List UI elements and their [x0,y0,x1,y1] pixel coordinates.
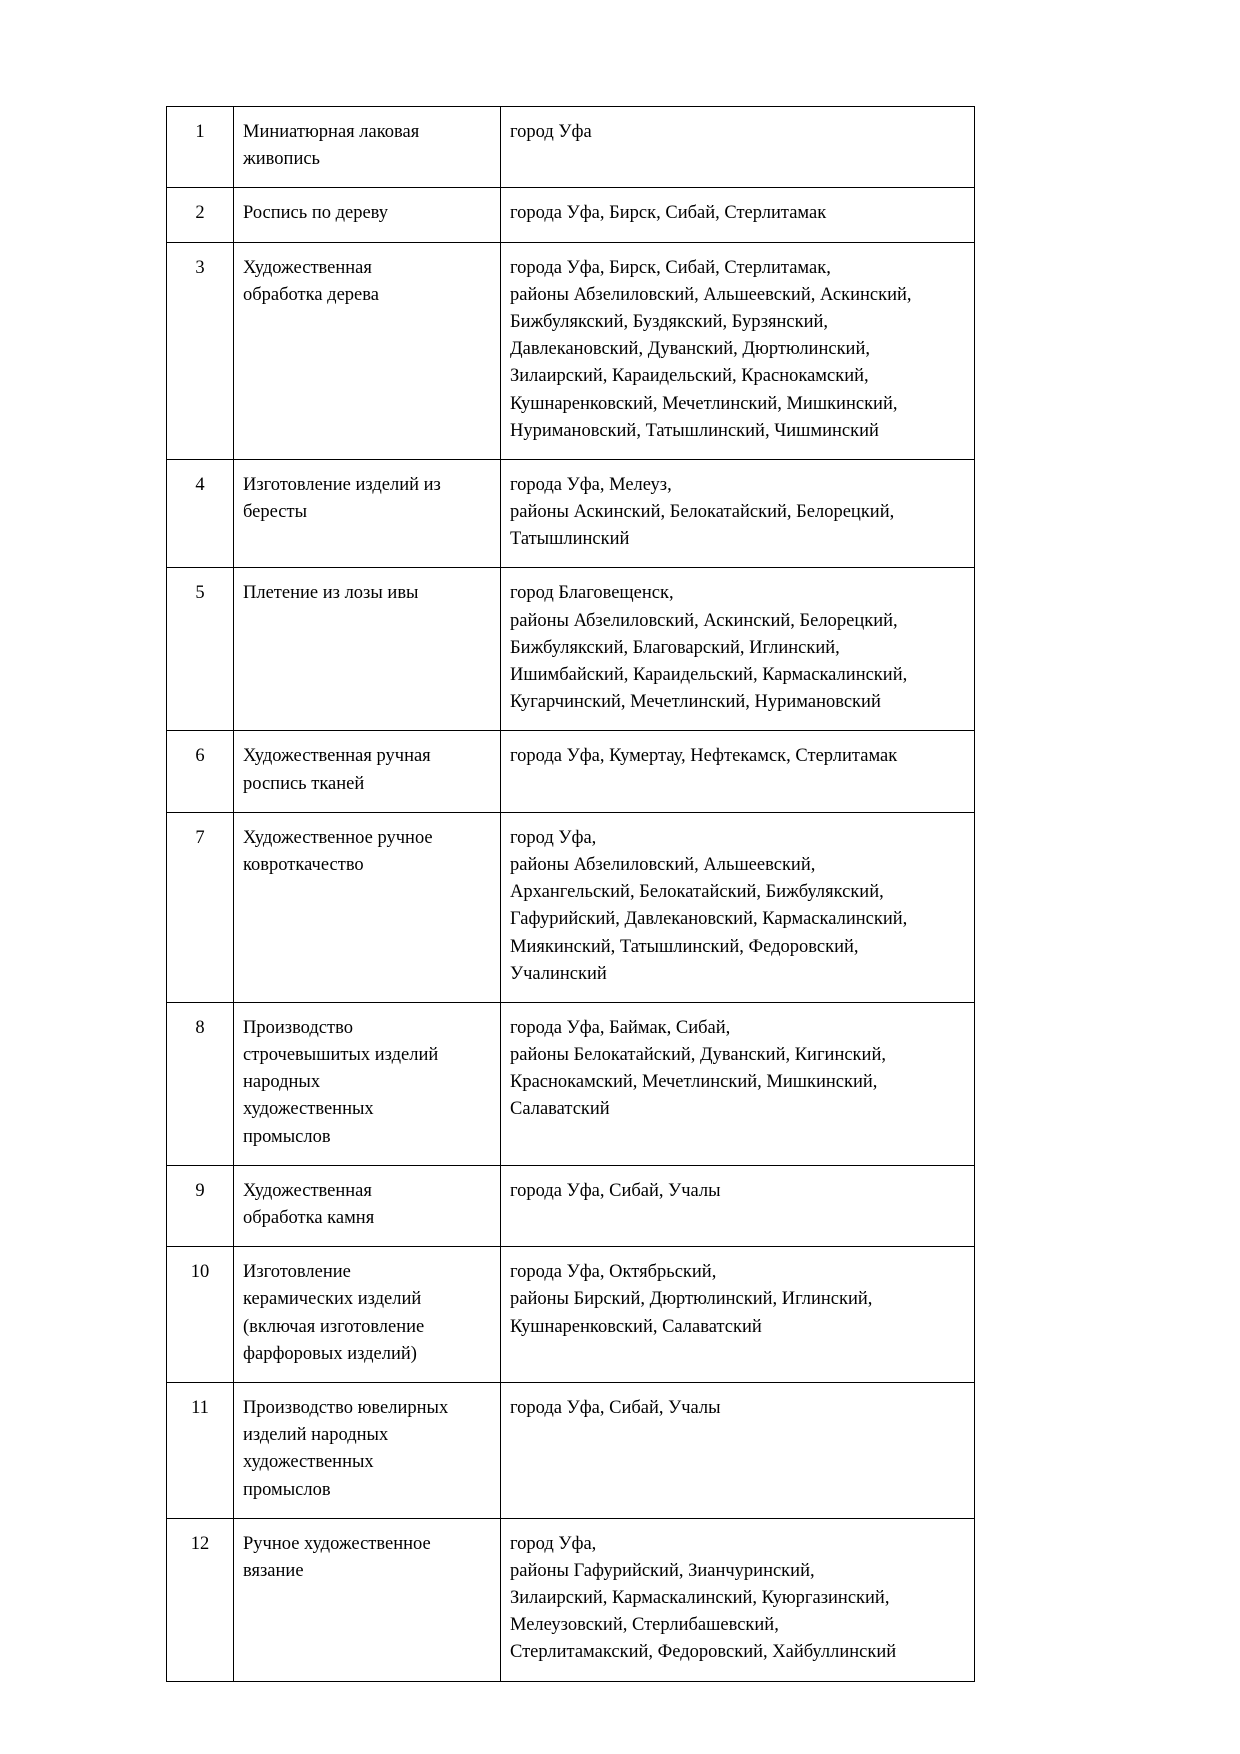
locations-cell [501,1518,975,1681]
location-line: города Уфа, Мелеуз, [510,474,672,495]
craft-line: изделий народных [243,1425,389,1446]
craft-name-cell [234,1165,501,1246]
row-number-cell: 6 [167,731,234,812]
location-line: города Уфа, Бирск, Сибай, Стерлитамак [510,203,827,224]
craft-line: (включая изготовление [243,1316,425,1337]
craft-name-cell [234,459,501,568]
location-line: Кушнаренковский, Мечетлинский, Мишкинский, [510,393,898,414]
location-line: Татышлинский [510,529,630,550]
row-number-cell: 10 [167,1247,234,1383]
location-line: Ишимбайский, Караидельский, Кармаскалинский, [510,665,908,685]
row-number-cell: 8 [167,1002,234,1165]
row-number-cell: 7 [167,812,234,1002]
row-number-cell: 5 [167,568,234,731]
table-row [167,568,975,731]
locations-cell [501,812,975,1002]
craft-line: Плетение из лозы ивы [243,583,419,604]
craft-name-cell [234,731,501,812]
location-line: Гафурийский, Давлекановский, Кармаскалинский, [510,909,908,930]
locations-cell [501,188,975,242]
locations-cell [501,568,975,731]
table-row [167,1165,975,1246]
craft-line: Роспись по дереву [243,203,389,224]
craft-line: керамических изделий [243,1289,422,1310]
craft-line: Миниатюрная лаковая [243,122,420,142]
location-line: Кугарчинский, Мечетлинский, Нуримановский [510,692,881,713]
craft-line: Изготовление [243,1262,351,1283]
row-number-cell: 12 [167,1518,234,1681]
locations-cell [501,1165,975,1246]
location-line: город Уфа [510,122,592,142]
craft-line: народных [243,1072,321,1093]
location-line: Архангельский, Белокатайский, Бижбулякский, [510,882,884,903]
craft-line: обработка дерева [243,284,379,305]
location-line: города Уфа, Кумертау, Нефтекамск, Стерлитамак [510,746,898,767]
location-line: районы Абзелиловский, Аскинский, Белорецкий, [510,610,898,631]
location-line: Нуримановский, Татышлинский, Чишминский [510,420,879,441]
craft-line: ковроткачество [243,854,364,875]
craft-line: Изготовление изделий из [243,474,441,495]
row-number-cell: 3 [167,242,234,459]
location-line: Бижбулякский, Буздякский, Бурзянский, [510,311,829,332]
locations-cell [501,107,975,188]
location-line: Зилаирский, Кармаскалинский, Куюргазинский, [510,1588,890,1609]
craft-name-cell [234,107,501,188]
location-line: районы Бирский, Дюртюлинский, Иглинский, [510,1289,873,1310]
craft-line: художественных [243,1099,374,1120]
craft-name-cell [234,1382,501,1518]
craft-name-cell [234,1002,501,1165]
locations-cell [501,731,975,812]
craft-line: художественных [243,1452,374,1473]
location-line: Давлекановский, Дуванский, Дюртюлинский, [510,339,870,360]
table-row [167,188,975,242]
craft-line: вязание [243,1560,304,1581]
row-number-cell: 9 [167,1165,234,1246]
crafts-table [166,106,975,1682]
craft-line: Производство ювелирных [243,1397,449,1418]
table-row [167,812,975,1002]
table-row [167,107,975,188]
row-number-cell: 4 [167,459,234,568]
craft-name-cell [234,188,501,242]
table-row [167,242,975,459]
craft-line: роспись тканей [243,773,365,794]
location-line: Учалинский [510,963,607,984]
row-number-cell: 1 [167,107,234,188]
craft-line: обработка камня [243,1208,375,1228]
location-line: Стерлитамакский, Федоровский, Хайбуллинский [510,1642,897,1663]
location-line: Салаватский [510,1099,610,1120]
location-line: города Уфа, Баймак, Сибай, [510,1017,731,1038]
craft-name-cell [234,1247,501,1383]
location-line: города Уфа, Сибай, Учалы [510,1397,721,1418]
location-line: Зилаирский, Караидельский, Краснокамский, [510,366,869,387]
location-line: районы Абзелиловский, Альшеевский, [510,854,816,875]
craft-line: промыслов [243,1126,331,1147]
locations-cell [501,1247,975,1383]
table-row [167,1002,975,1165]
table-row [167,1382,975,1518]
craft-line: бересты [243,502,308,523]
table-body [167,107,975,1682]
locations-cell [501,1002,975,1165]
location-line: Кушнаренковский, Салаватский [510,1316,762,1337]
location-line: города Уфа, Бирск, Сибай, Стерлитамак, [510,257,831,278]
locations-cell [501,459,975,568]
location-line: город Благовещенск, [510,583,674,604]
location-line: районы Белокатайский, Дуванский, Кигинский, [510,1045,886,1066]
craft-line: Ручное художественное [243,1533,431,1554]
craft-line: строчевышитых изделий [243,1045,439,1066]
table-row [167,1518,975,1681]
table-row [167,1247,975,1383]
craft-line: Художественная [243,1180,372,1201]
craft-name-cell [234,1518,501,1681]
row-number-cell: 11 [167,1382,234,1518]
craft-name-cell [234,242,501,459]
craft-name-cell [234,812,501,1002]
row-number-cell: 2 [167,188,234,242]
table-row [167,459,975,568]
craft-line: промыслов [243,1479,331,1500]
location-line: город Уфа, [510,1533,597,1554]
location-line: районы Абзелиловский, Альшеевский, Аскинский, [510,284,912,305]
location-line: районы Гафурийский, Зианчуринский, [510,1560,815,1581]
location-line: Краснокамский, Мечетлинский, Мишкинский, [510,1072,878,1093]
crafts-table-container [166,106,923,1682]
location-line: Бижбулякский, Благоварский, Иглинский, [510,637,840,658]
craft-line: Производство [243,1017,353,1038]
craft-line: Художественная ручная [243,746,431,767]
location-line: города Уфа, Сибай, Учалы [510,1180,721,1201]
location-line: города Уфа, Октябрьский, [510,1262,717,1283]
location-line: Миякинский, Татышлинский, Федоровский, [510,936,859,957]
location-line: районы Аскинский, Белокатайский, Белорецкий, [510,502,895,523]
locations-cell [501,1382,975,1518]
table-row [167,731,975,812]
location-line: Мелеузовский, Стерлибашевский, [510,1615,779,1636]
craft-line: фарфоровых изделий) [243,1343,417,1364]
craft-line: Художественное ручное [243,827,433,848]
craft-name-cell [234,568,501,731]
locations-cell [501,242,975,459]
location-line: город Уфа, [510,827,597,848]
craft-line: живопись [243,149,320,170]
craft-line: Художественная [243,257,372,278]
